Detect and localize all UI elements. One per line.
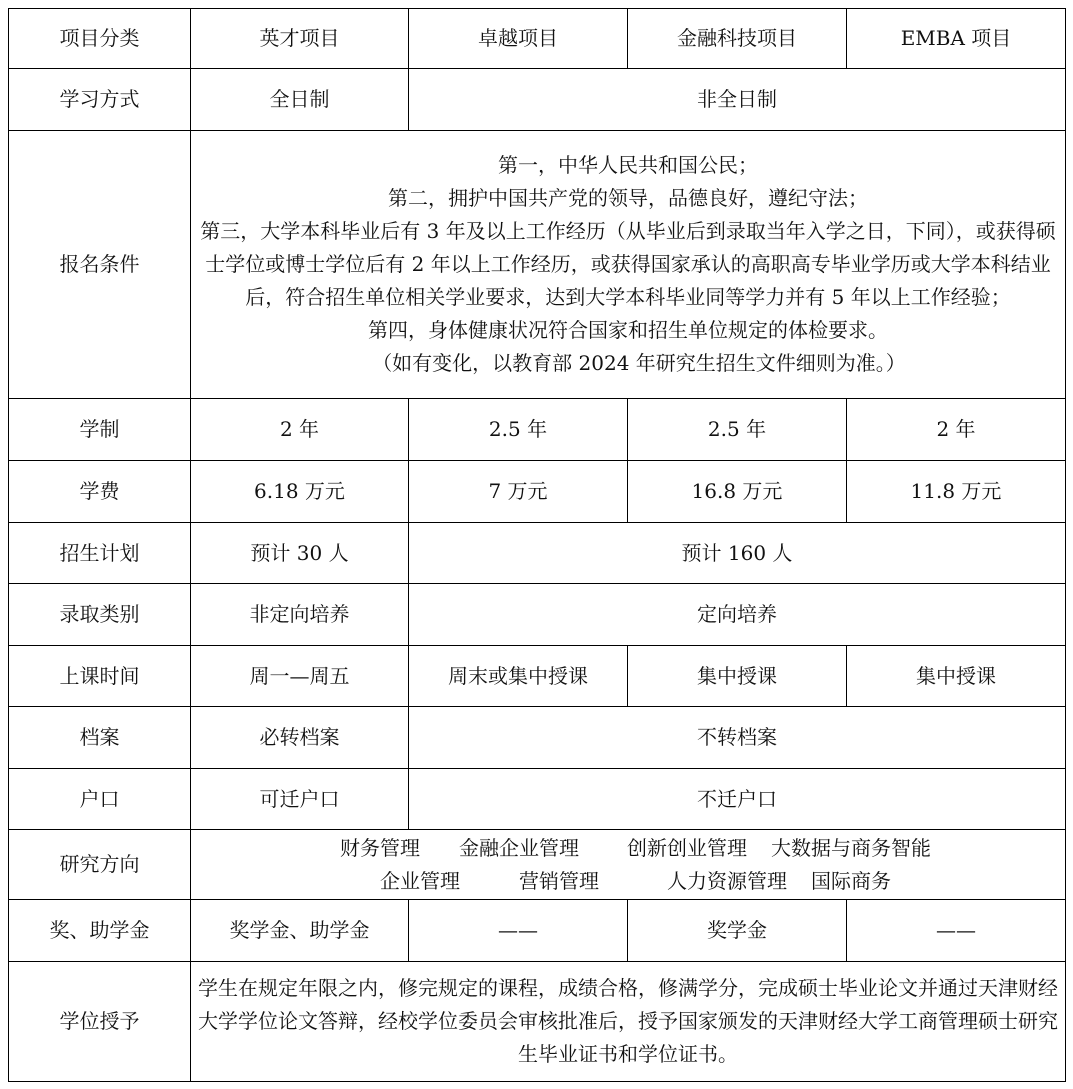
hukou-parttime: 不迁户口 [409,769,1066,830]
scholarship-elite: 奖学金、助学金 [191,900,409,962]
row-degree [9,962,1066,1082]
study-mode-parttime: 非全日制 [409,69,1066,131]
program-emba: EMBA 项目 [847,9,1066,69]
class-time-excellence: 周末或集中授课 [409,646,628,707]
enrollment-fulltime: 预计 30 人 [191,523,409,584]
row-archive [9,707,1066,769]
scholarship-emba: —— [847,900,1066,962]
label-hukou: 户口 [9,769,191,830]
program-fintech: 金融科技项目 [628,9,847,69]
tuition-excellence: 7 万元 [409,461,628,523]
label-admission-type: 录取类别 [9,584,191,646]
label-study-mode: 学习方式 [9,69,191,131]
row-study-mode [9,69,1066,131]
program-elite: 英才项目 [191,9,409,69]
degree-text: 学生在规定年限之内，修完规定的课程，成绩合格，修满学分，完成硕士毕业论文并通过天津财经大学学位论文答辩，经校学位委员会审核批准后，授予国家颁发的天津财经大学工商管理硕士研究生毕业证书和学位证书。 [191,962,1066,1082]
program-excellence: 卓越项目 [409,9,628,69]
row-program-category [9,9,1066,69]
research-directions [191,830,1066,900]
label-degree: 学位授予 [9,962,191,1082]
research-item: 营销管理 [519,868,599,893]
eligibility-line-4: 第四，身体健康状况符合国家和招生单位规定的体检要求。 [368,318,888,342]
tuition-fintech: 16.8 万元 [628,461,847,523]
row-eligibility [9,131,1066,399]
research-row-1 [197,832,1059,865]
scholarship-fintech: 奖学金 [628,900,847,962]
row-class-time [9,646,1066,707]
row-scholarship [9,900,1066,962]
archive-parttime: 不转档案 [409,707,1066,769]
row-tuition [9,461,1066,523]
admission-type-parttime: 定向培养 [409,584,1066,646]
eligibility-line-2: 第二，拥护中国共产党的领导，品德良好，遵纪守法； [388,186,868,210]
research-item: 创新创业管理 [627,835,747,860]
label-eligibility: 报名条件 [9,131,191,399]
eligibility-line-1: 第一，中华人民共和国公民； [498,153,758,177]
label-class-time: 上课时间 [9,646,191,707]
row-enrollment [9,523,1066,584]
admissions-table [8,8,1066,1082]
eligibility-text [191,131,1066,399]
tuition-emba: 11.8 万元 [847,461,1066,523]
enrollment-parttime: 预计 160 人 [409,523,1066,584]
label-tuition: 学费 [9,461,191,523]
research-item: 大数据与商务智能 [771,835,931,860]
row-hukou [9,769,1066,830]
label-duration: 学制 [9,399,191,461]
scholarship-excellence: —— [409,900,628,962]
label-research: 研究方向 [9,830,191,900]
label-program-category: 项目分类 [9,9,191,69]
study-mode-fulltime: 全日制 [191,69,409,131]
row-research [9,830,1066,900]
label-archive: 档案 [9,707,191,769]
row-admission-type [9,584,1066,646]
class-time-fintech: 集中授课 [628,646,847,707]
tuition-elite: 6.18 万元 [191,461,409,523]
hukou-fulltime: 可迁户口 [191,769,409,830]
duration-fintech: 2.5 年 [628,399,847,461]
row-duration [9,399,1066,461]
eligibility-line-3: 第三，大学本科毕业后有 3 年及以上工作经历（从毕业后到录取当年入学之日，下同），或获得硕士学位或博士学位后有 2 年以上工作经历，或获得国家承认的高职高专毕业学历或大学本科结业后，符合招生单位相关学业要求，达到大学本科毕业同等学力并有 5 年以上工作经验； [200,219,1056,309]
class-time-emba: 集中授课 [847,646,1066,707]
duration-excellence: 2.5 年 [409,399,628,461]
research-row-2 [197,865,1059,898]
archive-fulltime: 必转档案 [191,707,409,769]
research-item: 财务管理 [340,835,420,860]
class-time-elite: 周一—周五 [191,646,409,707]
duration-emba: 2 年 [847,399,1066,461]
admission-type-fulltime: 非定向培养 [191,584,409,646]
research-item: 国际商务 [811,868,891,893]
duration-elite: 2 年 [191,399,409,461]
research-item: 金融企业管理 [459,835,579,860]
research-item: 人力资源管理 [667,868,787,893]
label-scholarship: 奖、助学金 [9,900,191,962]
label-enrollment: 招生计划 [9,523,191,584]
eligibility-note: （如有变化，以教育部 2024 年研究生招生文件细则为准。） [372,351,906,375]
research-item: 企业管理 [380,868,460,893]
